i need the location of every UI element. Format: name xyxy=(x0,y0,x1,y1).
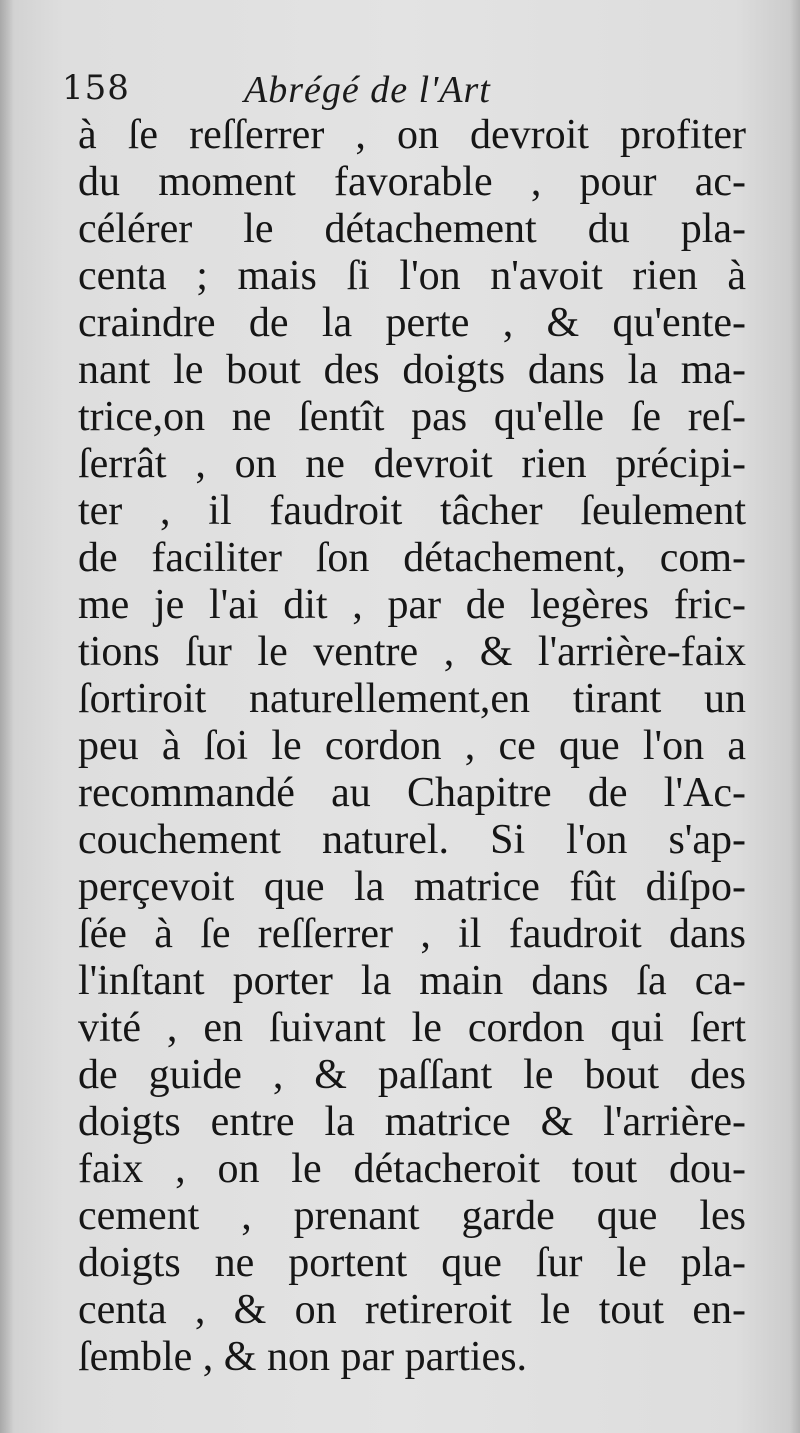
text-line: célérer le détachement du pla- xyxy=(78,206,746,252)
text-line: de faciliter ſon détachement, com- xyxy=(78,535,746,581)
text-line: vité , en ſuivant le cordon qui ſert xyxy=(78,1005,746,1051)
text-line: craindre de la perte , & qu'ente- xyxy=(78,300,746,346)
text-line: ſerrât , on ne devroit rien précipi- xyxy=(78,441,746,487)
text-line: ter , il faudroit tâcher ſeulement xyxy=(78,488,746,534)
text-line: centa ; mais ſi l'on n'avoit rien à xyxy=(78,253,746,299)
text-line: couchement naturel. Si l'on s'ap- xyxy=(78,817,746,863)
text-line: centa , & on retireroit le tout en- xyxy=(78,1287,746,1333)
running-title: Abrégé de l'Art xyxy=(244,69,491,111)
text-line: perçevoit que la matrice fût diſpo- xyxy=(78,864,746,910)
text-line: à ſe reſſerrer , on devroit profiter xyxy=(78,112,746,158)
page-number: 158 xyxy=(62,68,130,108)
text-line: ſortiroit naturellement,en tirant un xyxy=(78,676,746,722)
text-line: doigts ne portent que ſur le pla- xyxy=(78,1240,746,1286)
text-line: tions ſur le ventre , & l'arrière-faix xyxy=(78,629,746,675)
body-text xyxy=(78,112,746,1381)
text-line: cement , prenant garde que les xyxy=(78,1193,746,1239)
text-line: ſemble , & non par parties. xyxy=(78,1334,528,1380)
text-line: ſée à ſe reſſerrer , il faudroit dans xyxy=(78,911,746,957)
text-line: de guide , & paſſant le bout des xyxy=(78,1052,746,1098)
text-line: doigts entre la matrice & l'arrière- xyxy=(78,1099,746,1145)
text-line: me je l'ai dit , par de legères fric- xyxy=(78,582,746,628)
text-line: nant le bout des doigts dans la ma- xyxy=(78,347,746,393)
text-line: du moment favorable , pour ac- xyxy=(78,159,746,205)
text-line: peu à ſoi le cordon , ce que l'on a xyxy=(78,723,746,769)
text-line: l'inſtant porter la main dans ſa ca- xyxy=(78,958,746,1004)
page-header xyxy=(62,62,582,118)
text-line: faix , on le détacheroit tout dou- xyxy=(78,1146,746,1192)
text-line: recommandé au Chapitre de l'Ac- xyxy=(78,770,746,816)
text-line: trice,on ne ſentît pas qu'elle ſe reſ- xyxy=(78,394,746,440)
